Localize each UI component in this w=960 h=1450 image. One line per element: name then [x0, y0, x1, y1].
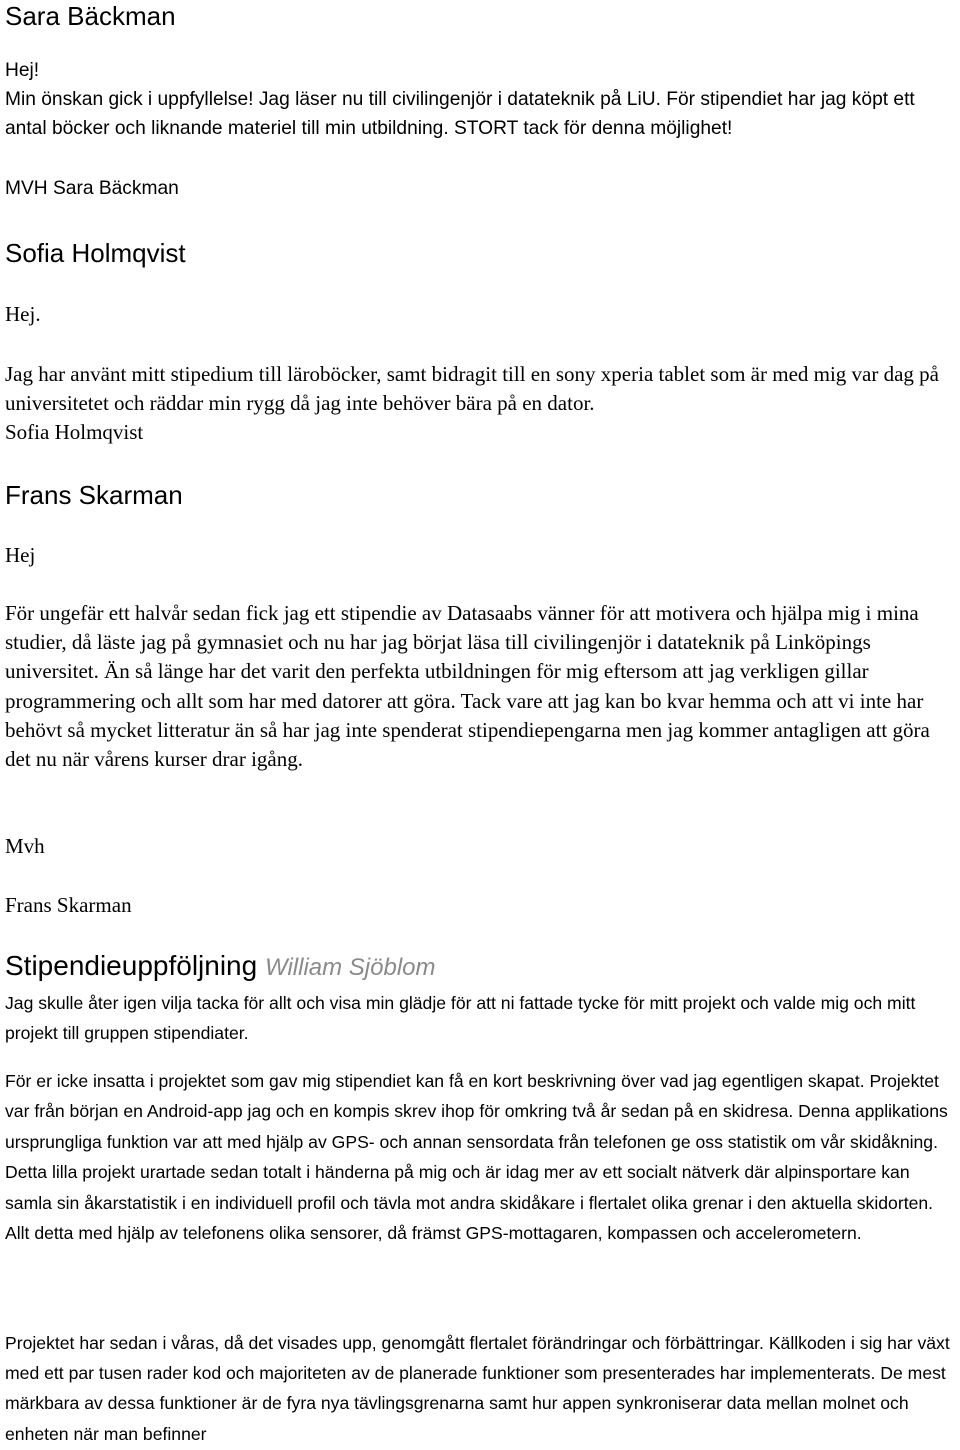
- letter-paragraph: Min önskan gick i uppfyllelse! Jag läser nu till civilingenjör i datateknik på LiU. För stipendiet har jag köpt ett antal böcker och liknande materiel till min utbildning. STORT tack för denna möjlighet!: [5, 89, 915, 139]
- section-title-sofia: Sofia Holmqvist: [5, 238, 186, 268]
- greeting: Hej.: [5, 302, 41, 326]
- letter-paragraph: För er icke insatta i projektet som gav mig stipendiet kan få en kort beskrivning över vad jag egentligen skapat. Projektet var från början en Android-app jag och en kompis skrev ihop för omkring två år sedan på en skidresa. Denna applikations ursprungliga funktion var att med hjälp av GPS- och annan sensordata från telefonen ge oss statistik om vår skidåkning. Detta lilla projekt urartade sedan totalt i händerna på mig och är idag mer av ett socialt nätverk där alpinsportare kan samla sin åkarstatistik i en individuell profil och tävla mot andra skidåkare i flertalet olika grenar i den aktuella skidorten. Allt detta med hjälp av telefonens olika sensorer, då främst GPS-mottagaren, kompassen och accelerometern.: [5, 1071, 948, 1244]
- section-title-william: [5, 949, 435, 985]
- section-title-sara: Sara Bäckman: [5, 1, 176, 31]
- closing: Mvh: [5, 834, 45, 858]
- greeting: Hej!: [5, 60, 40, 81]
- section-heading: Stipendieuppföljning: [5, 950, 258, 981]
- letter-paragraph: Jag har använt mitt stipedium till läroböcker, samt bidragit till en sony xperia tablet som är med mig var dag på universitetet och räddar min rygg då jag inte behöver bära på en dator.: [5, 362, 940, 415]
- greeting: Hej: [5, 543, 36, 567]
- signature-sofia: Sofia Holmqvist: [5, 420, 144, 444]
- letter-paragraph: För ungefär ett halvår sedan fick jag ett stipendie av Datasaabs vänner för att motivera och hjälpa mig i mina studier, då läste jag på gymnasiet och nu har jag börjat läsa till civilingenjör i datateknik på Linköpings universitet. Än så länge har det varit den perfekta utbildningen för mig eftersom att jag verkligen gillar programmering och allt som har med datorer att göra. Tack vare att jag kan bo kvar hemma och att vi inte har behövt så mycket litteratur än så har jag inte spenderat stipendiepengarna men jag kommer antagligen att göra det nu när vårens kurser drar igång.: [5, 601, 930, 772]
- letter-body-sara: [5, 56, 955, 143]
- section-title-frans: Frans Skarman: [5, 480, 183, 510]
- letter-body-frans: [5, 599, 957, 774]
- signature-frans: Frans Skarman: [5, 893, 132, 917]
- letter-paragraph: Projektet har sedan i våras, då det visades upp, genomgått flertalet förändringar och förbättringar. Källkoden i sig har växt med ett par tusen rader kod och majoriteten av de planerade funktioner som presenterades har implementerats. De mest märkbara av dessa funktioner är de fyra nya tävlingsgrenarna samt hur appen synkroniserar data mellan molnet och enheten när man befinner: [5, 1333, 950, 1444]
- letter-paragraph: Jag skulle åter igen vilja tacka för allt och visa min glädje för att ni fattade tycke för mitt projekt och valde mig och mitt projekt till gruppen stipendiater.: [5, 993, 916, 1044]
- letter-body-sofia: [5, 360, 955, 447]
- author-name: William Sjöblom: [265, 954, 436, 981]
- signature-sara: MVH Sara Bäckman: [5, 178, 179, 199]
